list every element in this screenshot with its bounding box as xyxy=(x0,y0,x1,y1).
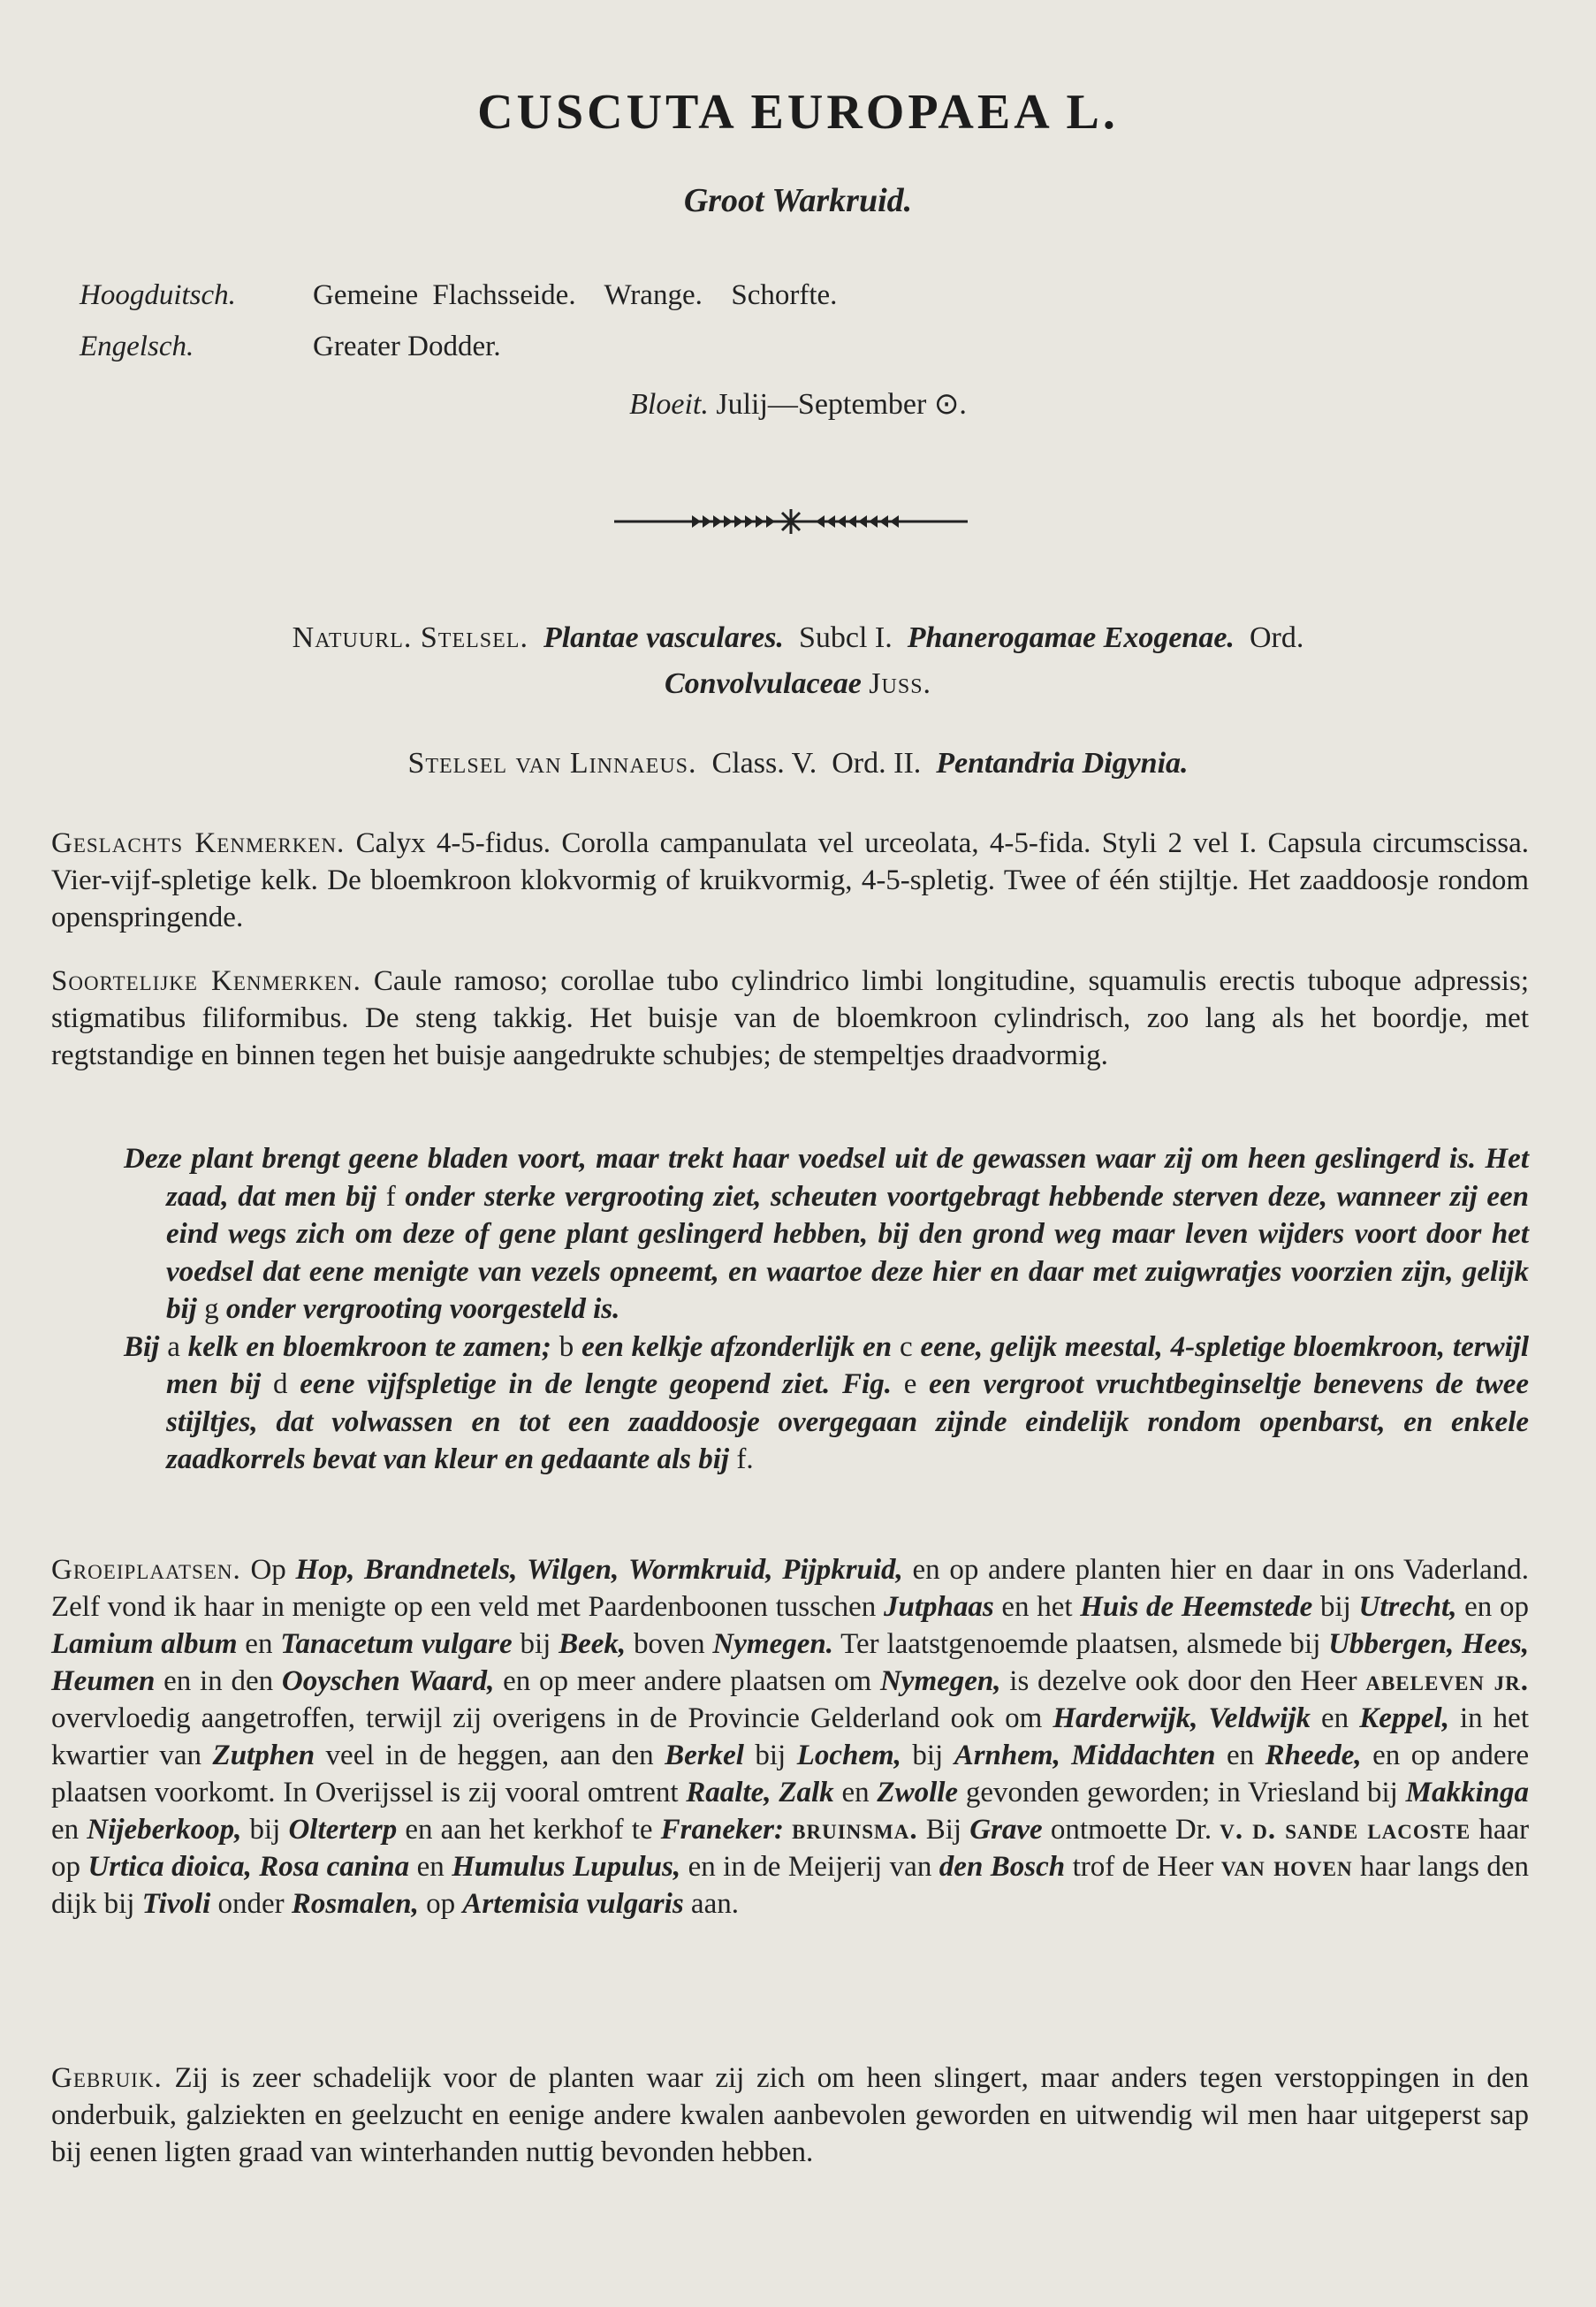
habitat-text: en xyxy=(841,1777,870,1808)
habitat-text: boven xyxy=(633,1628,705,1660)
description-text: Bij xyxy=(124,1330,160,1363)
description-text: Deze plant brengt geene bladen voort, maar trekt haar voedsel uit de gewassen waar zij om heen geslingerd is. Het zaad, dat men bij xyxy=(124,1143,1529,1213)
description-text: onder sterke vergrooting ziet, scheuten voortgebragt hebbende sterven deze, wanneer zij een eind wegs zich om deze of gene plant geslingerd hebben, bij den grond weg maar leven wijders voort door het voedsel dat eene menigte van vezels opneemt, en waartoe deze hier en daar met zuigwratjes voorzien zijn, gelijk bij xyxy=(166,1180,1530,1325)
language-label: Hoogduitsch. xyxy=(80,279,236,311)
place-name: Grave xyxy=(969,1814,1043,1846)
place-name: Nymegen. xyxy=(712,1628,833,1660)
page-title: CUSCUTA EUROPAEA L. xyxy=(477,85,1119,140)
common-name-text: Gemeine Flachsseide. Wrange. Schorfte. xyxy=(313,279,838,311)
person-name: bruinsma. xyxy=(792,1814,918,1846)
linnaeus-order: Ord. II. xyxy=(832,747,922,780)
place-name: Raalte, xyxy=(686,1777,771,1808)
common-names xyxy=(80,270,837,372)
habitat-text: op xyxy=(426,1888,456,1920)
figure-ref: c xyxy=(900,1330,913,1363)
use-label: Gebruik. xyxy=(51,2062,163,2094)
place-name: den Bosch xyxy=(939,1851,1066,1883)
description-text: onder vergrooting voorgesteld is. xyxy=(225,1293,620,1325)
figure-ref: b xyxy=(559,1330,574,1363)
linnaeus-system xyxy=(0,741,1596,787)
natural-system-subclass: Phanerogamae Exogenae. xyxy=(907,621,1235,654)
flowering-label: Bloeit. xyxy=(629,388,709,421)
place-name: Franeker: xyxy=(660,1814,785,1846)
common-name-row xyxy=(80,321,837,372)
habitat-text: trof de Heer xyxy=(1072,1851,1214,1883)
place-name: Keppel, xyxy=(1359,1702,1449,1734)
plant-name: Rosa canina xyxy=(259,1851,410,1883)
place-name: Hees, xyxy=(1462,1628,1530,1660)
place-name: Huis de Heemstede xyxy=(1080,1591,1313,1623)
habitat-label: Groeiplaatsen. xyxy=(51,1554,241,1586)
natural-system-author: Juss. xyxy=(869,667,932,700)
habitat-text: overvloedig aangetroffen, terwijl zij overigens in de Provincie Gelderland ook om xyxy=(51,1702,1043,1734)
habitat-text: en xyxy=(1321,1702,1349,1734)
plant-name: Artemisia vulgaris xyxy=(462,1888,684,1920)
plant-name: Wormkruid, xyxy=(627,1554,773,1586)
habitat-text: is dezelve ook door den Heer xyxy=(1009,1665,1357,1697)
habitat-text: en xyxy=(51,1814,80,1846)
flowering-period: Julij—September xyxy=(716,388,927,421)
place-name: Makkinga xyxy=(1405,1777,1530,1808)
ornament-divider xyxy=(614,504,968,539)
habitat-text: bij xyxy=(249,1814,281,1846)
plant-name: Tanacetum vulgare xyxy=(280,1628,513,1660)
place-name: Heumen xyxy=(51,1665,156,1697)
figure-ref: d xyxy=(272,1368,288,1400)
habitat-text: bij xyxy=(1319,1591,1351,1623)
place-name: Zutphen xyxy=(212,1740,315,1771)
habitat-text: en op meer andere plaatsen om xyxy=(503,1665,872,1697)
place-name: Utrecht, xyxy=(1358,1591,1457,1623)
habitat-text: bij xyxy=(755,1740,787,1771)
natural-system-class: Plantae vasculares. xyxy=(543,621,784,654)
habitat-text: Ter laatstgenoemde plaatsen, alsmede bij xyxy=(840,1628,1321,1660)
person-name: abeleven jr. xyxy=(1365,1665,1530,1697)
habitat-text: ontmoette Dr. xyxy=(1050,1814,1212,1846)
place-name: Rosmalen, xyxy=(291,1888,419,1920)
use-text: Zij is zeer schadelijk voor de planten waar zij zich om heen slingert, maar anders tegen verstoppingen in den onderbuik, galziekten en geelzucht en eenige andere kwalen aanbevolen geworden en uitwendig wil men haar uitgeperst sap bij eenen ligten graad van winterhanden nuttig bevonden hebben. xyxy=(51,2062,1530,2168)
habitat-text: en xyxy=(245,1628,273,1660)
place-name: Middachten xyxy=(1071,1740,1216,1771)
figure-description xyxy=(124,1140,1529,1479)
natural-system-order: Convolvulaceae xyxy=(664,667,862,700)
place-name: Harderwijk, xyxy=(1053,1702,1198,1734)
description-text: kelk en bloemkroon te zamen; xyxy=(187,1330,551,1363)
linnaeus-label: Stelsel van Linnaeus. xyxy=(407,747,697,780)
place-name: Olterterp xyxy=(288,1814,398,1846)
habitat-text: aan. xyxy=(690,1888,739,1920)
plant-name: Wilgen, xyxy=(527,1554,619,1586)
place-name: Veldwijk xyxy=(1208,1702,1311,1734)
common-name-row xyxy=(80,270,837,321)
place-name: Zalk xyxy=(779,1777,834,1808)
description-text: een kelkje afzonderlijk en xyxy=(581,1330,893,1363)
habitat-text: en xyxy=(1226,1740,1255,1771)
plant-name: Humulus Lupulus, xyxy=(452,1851,681,1883)
habitat-text: gevonden geworden; in Vriesland bij xyxy=(965,1777,1398,1808)
common-name-text: Greater Dodder. xyxy=(313,331,501,362)
language-label: Engelsch. xyxy=(80,331,194,362)
description-paragraph xyxy=(124,1140,1529,1329)
habitat-text: en op xyxy=(1464,1591,1530,1623)
habitat-text: en op andere planten hier en daar in ons Vaderland. Zelf vond ik haar in menigte op een veld met Paardenboonen tusschen xyxy=(51,1554,1530,1623)
place-name: Zwolle xyxy=(877,1777,959,1808)
habitat-text: Op xyxy=(250,1554,286,1586)
figure-ref: f. xyxy=(736,1443,754,1475)
natural-system-order-label: Ord. xyxy=(1249,621,1304,654)
habitat-text: en op andere plaatsen voorkomt. In Overijssel is zij vooral omtrent xyxy=(51,1740,1530,1808)
plant-name: Brandnetels, xyxy=(364,1554,518,1586)
genus-characters xyxy=(51,825,1529,936)
plant-name: Hop, xyxy=(295,1554,355,1586)
figure-ref: e xyxy=(903,1368,917,1400)
species-text: Caule ramoso; corollae tubo cylindrico limbi longitudine, squamulis erectis tuboque adpressis; stigmatibus filiformibus. De steng takkig. Het buisje van de bloemkroon cylindrisch, zoo lang als het boordje, met regtstandige en binnen tegen het buisje aangedrukte schubjes; de stempeltjes draadvormig. xyxy=(51,965,1529,1071)
place-name: Nijeberkoop, xyxy=(87,1814,242,1846)
flowering-line xyxy=(0,386,1596,422)
habitat-text: onder xyxy=(217,1888,285,1920)
figure-ref: g xyxy=(204,1293,219,1325)
use-section xyxy=(51,2060,1529,2171)
figure-ref: a xyxy=(167,1330,180,1363)
species-characters xyxy=(51,963,1529,1074)
habitat-text: bij xyxy=(520,1628,551,1660)
natural-system-label: Natuurl. Stelsel. xyxy=(292,621,528,654)
plant-name: Pijpkruid, xyxy=(782,1554,903,1586)
genus-label: Geslachts Kenmerken. xyxy=(51,827,346,859)
place-name: Arnhem, xyxy=(954,1740,1060,1771)
place-name: Lochem, xyxy=(796,1740,901,1771)
place-name: Beek, xyxy=(559,1628,627,1660)
habitat-text: haar op xyxy=(51,1814,1530,1883)
figure-ref: f xyxy=(385,1180,396,1213)
annual-symbol: ⊙. xyxy=(933,388,967,421)
place-name: Jutphaas xyxy=(883,1591,994,1623)
person-name: van hoven xyxy=(1220,1851,1353,1883)
habitat-text: en het xyxy=(1001,1591,1073,1623)
habitat-text: en in de Meijerij van xyxy=(688,1851,932,1883)
place-name: Berkel xyxy=(665,1740,744,1771)
page-subtitle: Groot Warkruid. xyxy=(683,182,913,219)
habitat-text: en in den xyxy=(163,1665,274,1697)
habitat-text: bij xyxy=(912,1740,944,1771)
habitat-text: haar langs den dijk bij xyxy=(51,1851,1530,1920)
description-text: eene vijfspletige in de lengte geopend ziet. Fig. xyxy=(300,1368,892,1400)
plant-name: Lamium album xyxy=(51,1628,238,1660)
place-name: Ooyschen Waard, xyxy=(281,1665,495,1697)
natural-system xyxy=(0,615,1596,707)
habitat-text: en xyxy=(416,1851,445,1883)
habitat-section xyxy=(51,1551,1529,1922)
linnaeus-class: Class. V. xyxy=(711,747,817,780)
linnaeus-name: Pentandria Digynia. xyxy=(936,747,1189,780)
description-paragraph xyxy=(124,1329,1529,1479)
place-name: Nymegen, xyxy=(879,1665,1001,1697)
habitat-text: veel in de heggen, aan den xyxy=(325,1740,654,1771)
plant-name: Urtica dioica, xyxy=(87,1851,252,1883)
natural-system-subclass-label: Subcl I. xyxy=(798,621,893,654)
person-name: v. d. sande lacoste xyxy=(1220,1814,1471,1846)
place-name: Ubbergen, xyxy=(1328,1628,1455,1660)
description-text: eene, gelijk meestal, 4-spletige bloemkroon, terwijl men bij xyxy=(166,1330,1530,1400)
description-text: een vergroot vruchtbeginseltje benevens de twee stijltjes, dat volwassen en tot een zaaddoosje overgegaan zijnde eindelijk rondom openbarst, en enkele zaadkorrels bevat van kleur en gedaante als bij xyxy=(166,1368,1530,1475)
habitat-text: en aan het kerkhof te xyxy=(405,1814,653,1846)
place-name: Tivoli xyxy=(141,1888,211,1920)
habitat-text: Bij xyxy=(925,1814,962,1846)
genus-text: Calyx 4-5-fidus. Corolla campanulata vel urceolata, 4-5-fida. Styli 2 vel I. Capsula circumscissa. Vier-vijf-spletige kelk. De bloemkroon klokvormig of kruikvormig, 4-5-spletig. Twee of één stijltje. Het zaaddoosje rondom openspringende. xyxy=(51,827,1529,933)
habitat-text: in het kwartier van xyxy=(51,1702,1529,1771)
species-label: Soortelijke Kenmerken. xyxy=(51,965,361,997)
place-name: Rheede, xyxy=(1265,1740,1362,1771)
